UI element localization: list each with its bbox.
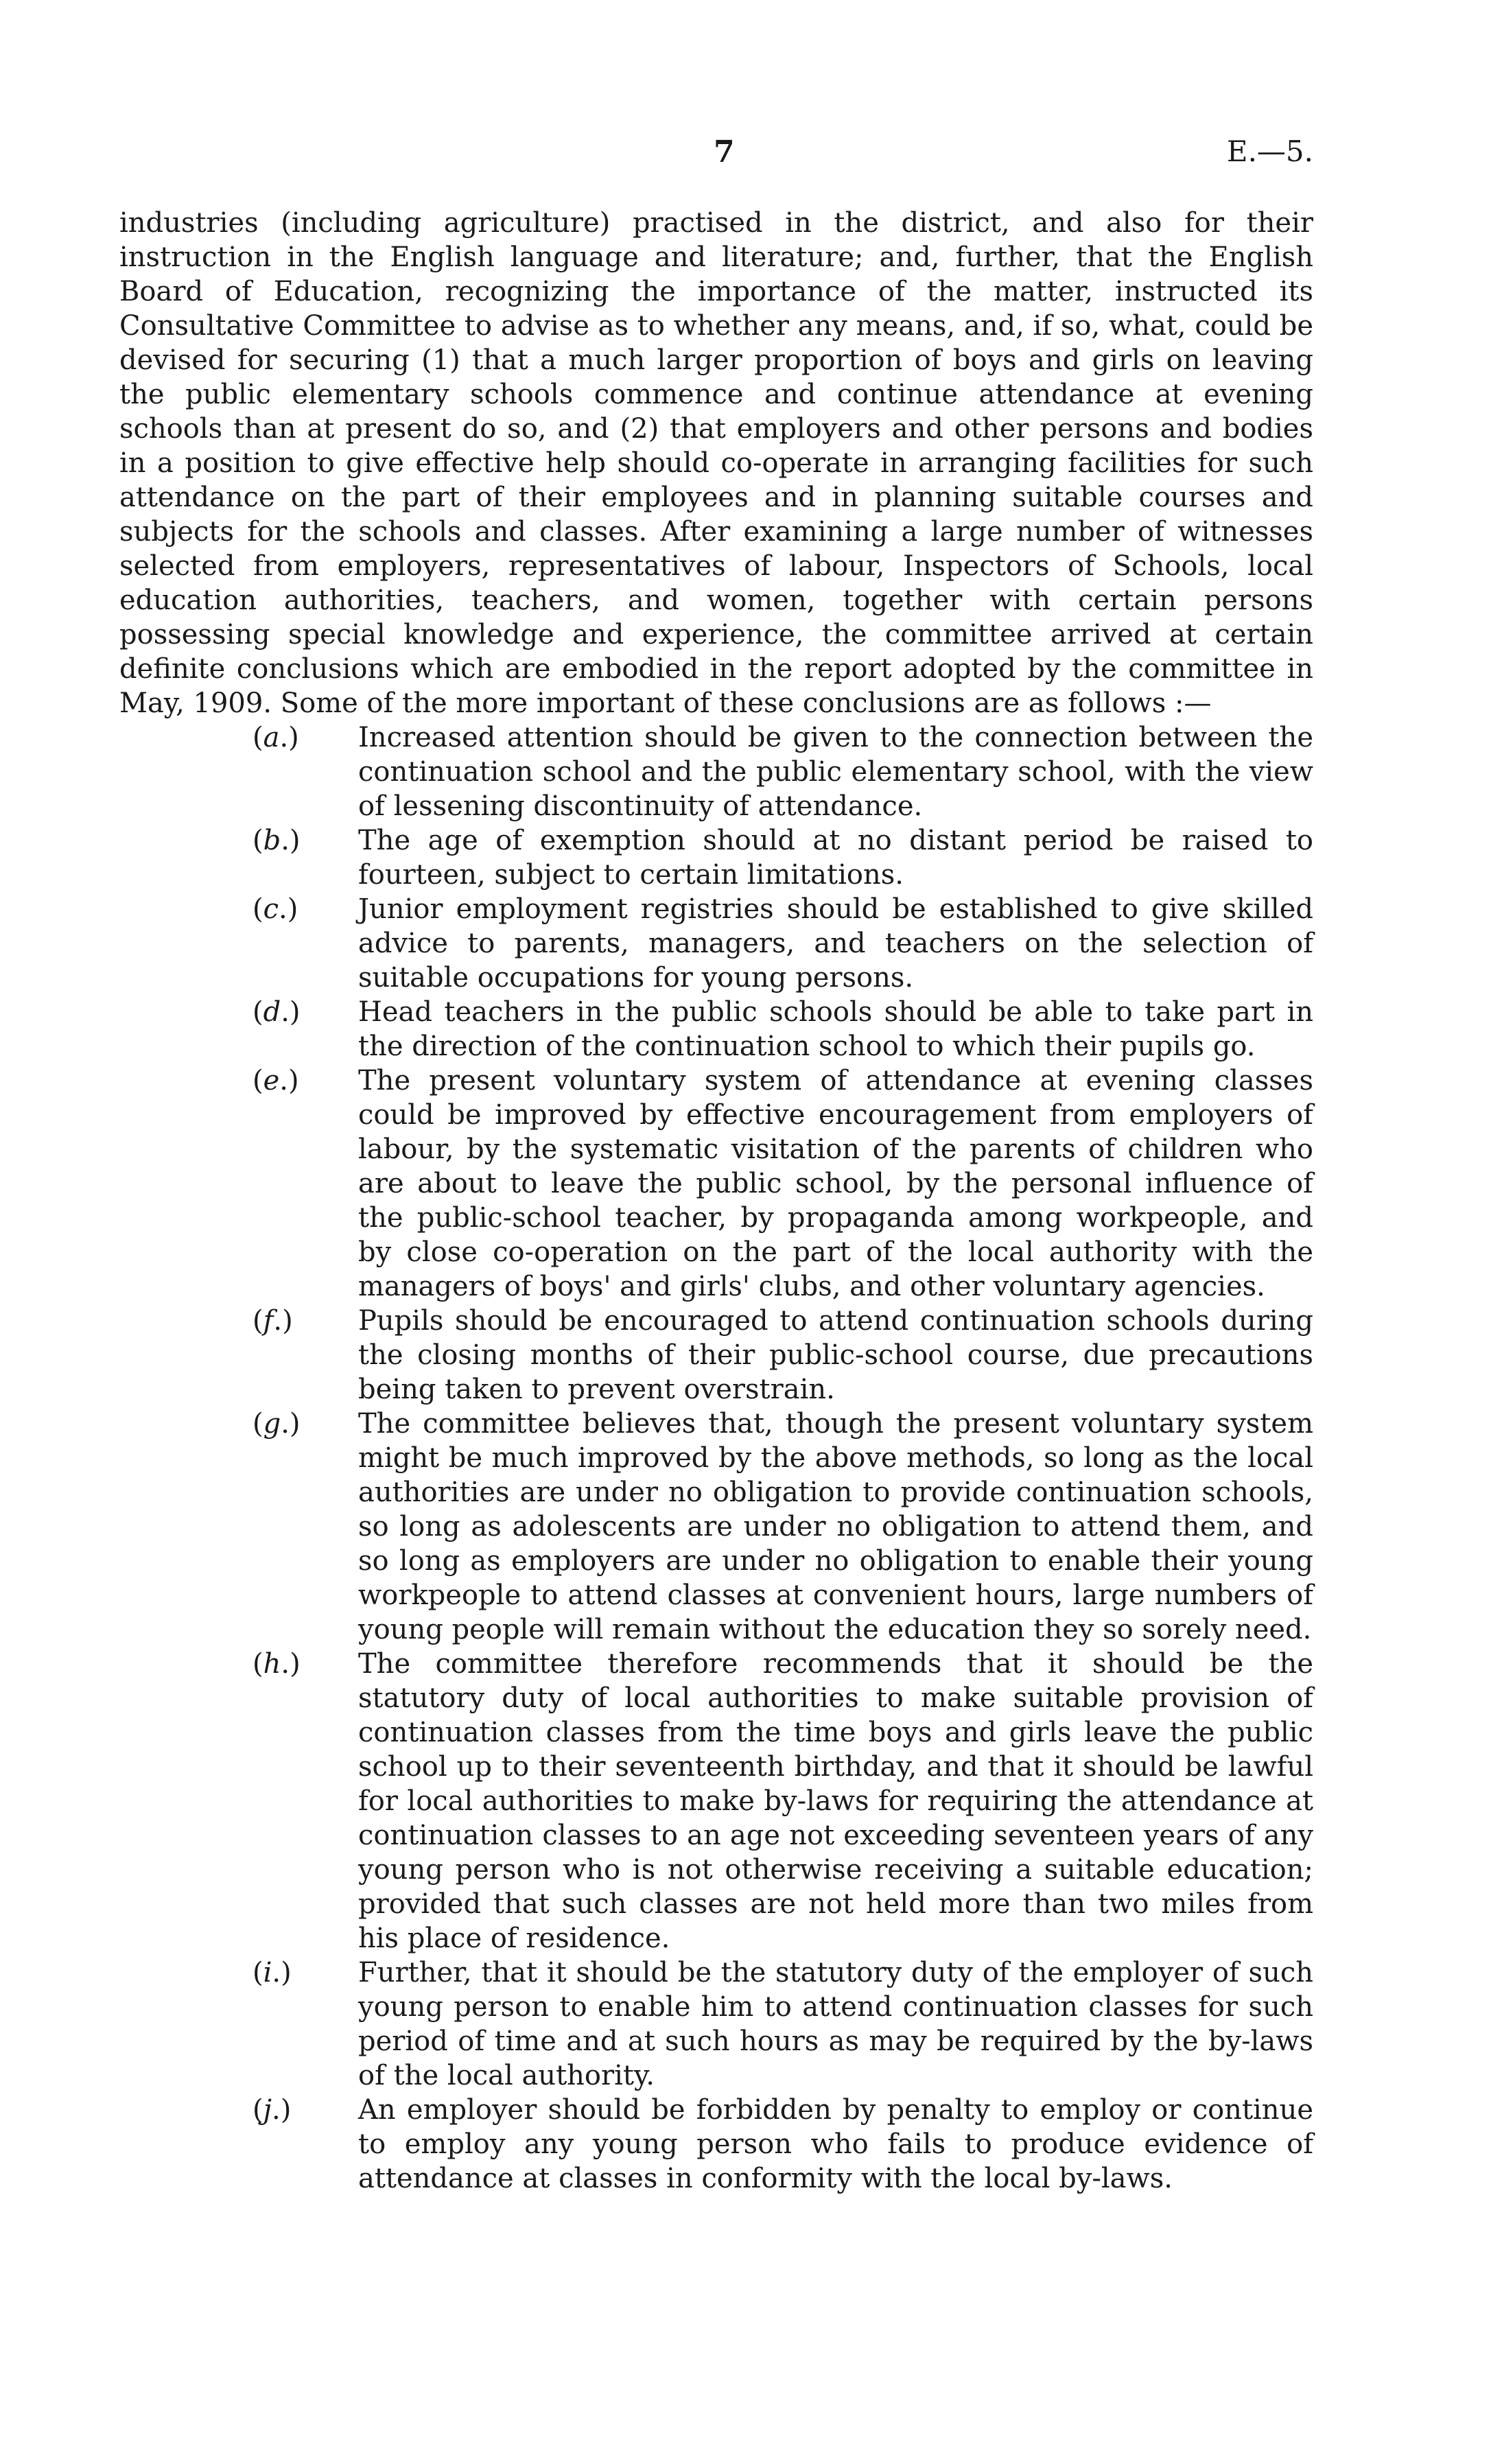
conclusion-item-b: [119, 823, 1313, 892]
intro-paragraph: industries (including agriculture) practised in the district, and also for their instruction in the English language and literature; and, further, that the English Board of Education, recognizing the importance of the matter, instructed its Consultative Committee to advise as to whether any means, and, if so, what, could be devised for securing (1) that a much larger proportion of boys and girls on leaving the public elementary schools commence and continue attendance at evening schools than at present do so, and (2) that employers and other persons and bodies in a position to give effective help should co-operate in arranging facilities for such attendance on the part of their employees and in planning suitable courses and subjects for the schools and classes. After examining a large number of witnesses selected from employers, representatives of labour, Inspectors of Schools, local education authorities, teachers, and women, together with certain persons possessing special knowledge and experience, the committee arrived at certain definite conclusions which are embodied in the report adopted by the committee in May, 1909. Some of the more important of these conclusions are as follows :—: [119, 207, 1313, 719]
conclusion-item-e: [119, 1064, 1313, 1304]
item-text: The committee therefore recommends that it should be the statutory duty of local authorities to make suitable provision of continuation classes from the time boys and girls leave the public school up to their seventeenth birthday, and that it should be lawful for local authorities to make by-laws for requiring the attendance at continuation classes to an age not exceeding seventeen years of any young person who is not otherwise receiving a suitable education; provided that such classes are not held more than two miles from his place of residence.: [358, 1648, 1313, 1954]
body-text: [119, 206, 1313, 2196]
item-label: (f.): [253, 1305, 293, 1337]
conclusion-item-j: [119, 2093, 1313, 2196]
document-reference: E.—5.: [1226, 134, 1313, 168]
page-header: [119, 134, 1313, 176]
item-text: Pupils should be encouraged to attend continuation schools during the closing months of their public-school course, due precautions being taken to prevent overstrain.: [358, 1305, 1313, 1405]
conclusion-item-a: [119, 720, 1313, 823]
item-label: (e.): [253, 1065, 299, 1096]
item-text: Junior employment registries should be established to give skilled advice to parents, managers, and teachers on the selection of suitable occupations for young persons.: [358, 893, 1313, 994]
conclusion-item-h: [119, 1647, 1313, 1956]
page-number: 7: [714, 134, 735, 169]
conclusions-list: [119, 720, 1313, 2196]
item-text: Head teachers in the public schools should be able to take part in the direction of the continuation school to which their pupils go.: [358, 996, 1313, 1062]
item-text: The present voluntary system of attendance at evening classes could be improved by effective encouragement from employers of labour, by the systematic visitation of the parents of children who are about to leave the public school, by the personal influence of the public-school teacher, by propaganda among workpeople, and by close co-operation on the part of the local authority with the managers of boys' and girls' clubs, and other voluntary agencies.: [358, 1065, 1313, 1302]
item-text: Increased attention should be given to the connection between the continuation school and the public elementary school, with the view of lessening discontinuity of attendance.: [358, 722, 1313, 822]
item-text: Further, that it should be the statutory duty of the employer of such young person to enable him to attend continuation classes for such period of time and at such hours as may be required by the by-laws of the local authority.: [358, 1957, 1313, 2091]
conclusion-item-d: [119, 995, 1313, 1064]
item-text: The committee believes that, though the present voluntary system might be much improved by the above methods, so long as the local authorities are under no obligation to provide continuation schools, so long as adolescents are under no obligation to attend them, and so long as employers are under no obligation to enable their young workpeople to attend classes at convenient hours, large numbers of young people will remain without the education they so sorely need.: [358, 1408, 1313, 1645]
conclusion-item-f: [119, 1304, 1313, 1407]
item-text: The age of exemption should at no distant period be raised to fourteen, subject to certain limitations.: [358, 825, 1313, 891]
item-label: (h.): [253, 1648, 301, 1680]
item-label: (j.): [253, 2094, 292, 2126]
item-label: (a.): [253, 722, 299, 753]
item-label: (b.): [253, 825, 301, 856]
item-label: (g.): [253, 1408, 301, 1440]
conclusion-item-i: [119, 1956, 1313, 2093]
item-label: (i.): [253, 1957, 292, 1988]
item-label: (c.): [253, 893, 298, 925]
conclusion-item-c: [119, 892, 1313, 995]
item-text: An employer should be forbidden by penalty to employ or continue to employ any young person who fails to produce evidence of attendance at classes in conformity with the local by-laws.: [358, 2094, 1313, 2194]
conclusion-item-g: [119, 1407, 1313, 1647]
item-label: (d.): [253, 996, 301, 1028]
